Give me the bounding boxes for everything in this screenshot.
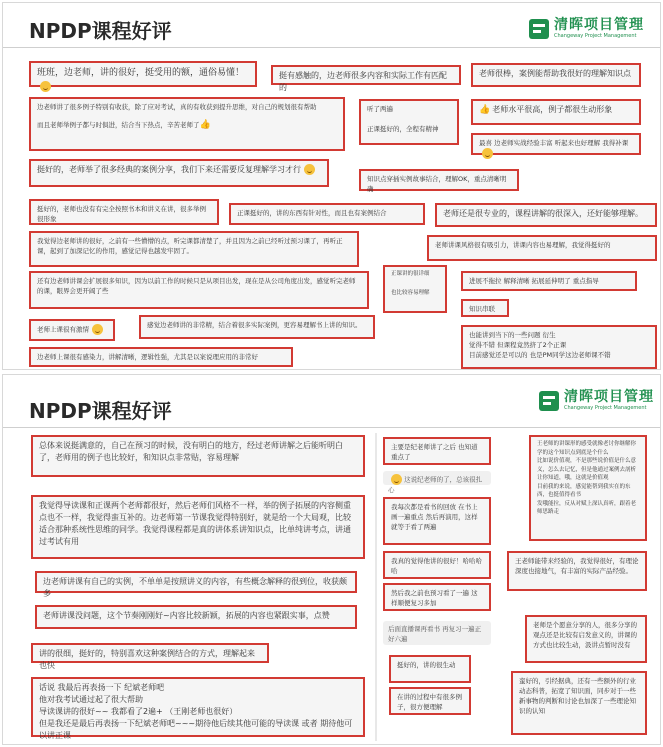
- review-card: 挺好的，老师举了很多经典的案例分享，我们下来还需要反复理解学习才行: [29, 159, 329, 187]
- review-card: 👍 老师水平很高，例子都很生动形象: [471, 99, 641, 125]
- review-card: 听了两遍 正课挺好的，全程有精神: [359, 99, 459, 145]
- review-card: 老师上课很有激情: [29, 319, 115, 341]
- smile-emoji-icon: [391, 474, 402, 485]
- review-card: 还有边老师讲课会扩展很多知识，因为以前工作的时候只是从项目出发，现在是从公司角度出发，感觉听完老师的课，眼界会更开阔了些: [29, 271, 369, 309]
- brand-tagline: Changeway Project Management: [564, 405, 647, 411]
- review-card: 王老师的讲课形的感受就像老讨你继解你学的这个知识点到底是个什么 比如说价值观，不是那些说价值是什么意义，怎么去记忆，但是他通过案例去剖析让你知道，哦，这就是价值观 目前我的来说，感觉能帮到我实在的东西，也挺值得看书 发哦能拉，反从对赋上深认真听，跟着老师思路走: [529, 435, 647, 541]
- review-card: 挺好的，讲的很生动: [389, 655, 471, 683]
- thumbs-up-icon: 👍: [199, 120, 211, 130]
- brand-logo: [539, 389, 654, 412]
- review-card: 蛮好的，引经据典，还有一些额外的行业动态科普，拓宽了知识面，同步对于一些新事物的判断和讨论也加深了一些理论知识的认知: [511, 671, 647, 735]
- review-card: 我觉得导读课和正课两个老师都很好，然后老师们风格不一样，举的例子拓展的内容侧重点也不一样，我觉得蛮互补的。边老师第一节课我觉得特别好，就是给一个大局观，比较适合那种系统性思维的同学。我觉得课程都是真的讲体系讲知识点，比单纯讲考点，讲通过考试有用: [31, 495, 365, 559]
- review-card: 正课挺好的，讲的东西有针对性，而且也有案例结合: [229, 203, 425, 225]
- brand-tagline: Changeway Project Management: [554, 33, 637, 39]
- review-card: 最喜 边老师实战经验丰富 听起来也好理解 我得补课: [471, 133, 641, 155]
- review-card: 老师还是很专业的，课程讲解的很深入，还好能够理解。: [435, 203, 657, 227]
- laugh-emoji-icon: [304, 164, 315, 175]
- thumbs-up-icon: 👍: [479, 105, 491, 115]
- review-card: 老师是个愿意分享的人，很多分享的观点还是比较有启发意义的，讲课的方式也比较生动，汲讲点暂时没有: [525, 615, 647, 663]
- panel-title: NPDP课程好评: [29, 19, 172, 43]
- changeway-logo-icon: [539, 391, 559, 411]
- review-card: 挺好的，老师也没有有完全按照书本和讲义在讲，很多举例很形象: [29, 199, 219, 225]
- review-card: 我觉得边老师讲的很好，之前有一些懵懵的点，听完课都清楚了，并且因为之前已经听过预习课了，再听正课，起到了加深记忆的作用，感觉记得也越发牢固了。: [29, 231, 359, 267]
- review-card: 老师讲课没问题，这个节奏刚刚好~内容比较新颖，拓展的内容也紧跟实事，点赞: [35, 605, 357, 629]
- review-card: 边老师讲课有自己的实例，不单单是按照讲义的内容，有些概念解释的很到位，收获颇多: [35, 571, 357, 593]
- panel-title: NPDP课程好评: [29, 399, 172, 423]
- review-card: 然后我之前也预习看了一遍 这样顺便复习多加: [383, 583, 491, 611]
- chat-divider: [375, 433, 377, 741]
- review-panel-2: [2, 374, 661, 745]
- review-panel-1: [2, 2, 661, 370]
- brand-name: 清晖项目管理: [554, 17, 644, 33]
- review-card: 挺有感触的，边老师很多内容和实际工作有匹配的: [271, 65, 461, 85]
- review-card: 边老师讲了很多例子特别有收获，除了应对考试，真的有收获到提升思维，对自己的规划很有帮助 而且老师举例子都与时俱进，结合当下热点，辛苦老师了👍: [29, 97, 345, 151]
- review-card: 进展不拖拉 解释清晰 拓展延伸明了 重点指导: [461, 271, 637, 291]
- review-card: 也能讲到当下的一些问题 衍生 觉得不错 但课程竟然挤了2个正课 目前感觉还是可以的 也是PM同学这边老师课不错: [461, 325, 657, 369]
- review-card: 知识点穿插实例故事结合，理解OK，重点清晰明确: [359, 169, 519, 191]
- review-card: 主要是纪老师讲了之后 也知道重点了: [383, 437, 491, 465]
- review-card: 我真的觉得他讲的很好！哈哈哈哈: [383, 551, 491, 579]
- changeway-logo-icon: [529, 19, 549, 39]
- review-card: 边老师上课很有感染力，讲解清晰，逻辑性强，尤其是以案说理应用的非常好: [29, 347, 293, 367]
- review-card: 我每次都是看书的回放 在书上画一遍重点 然后再演用，这样就等于看了两遍: [383, 497, 491, 545]
- smile-emoji-icon: [92, 324, 103, 335]
- smile-emoji-icon: [482, 148, 493, 159]
- review-card: 话说 我最后再表扬一下 纪斌老师吧 他对我考试通过起了很大帮助 导读课讲的很好~~ 我都看了2遍+ （王刚老师也很好） 但是我还是最后再表扬一下纪斌老师吧~~~期待他后续其他可能的导读课 或者 期待他可以讲正课: [31, 677, 365, 737]
- review-card: 在讲的过程中有很多例子，很方便理解: [389, 687, 471, 715]
- chat-bubble: 这说纪老师的了，总该很扎心: [383, 471, 491, 485]
- brand-logo: [529, 17, 644, 40]
- smile-emoji-icon: [40, 81, 51, 92]
- review-card: 讲的很细，挺好的，特别喜欢这种案例结合的方式，理解起来也快: [31, 643, 269, 663]
- review-card: 总体来说挺满意的，自己在预习的时候，没有明白的地方，经过老师讲解之后能听明白了，老师用的例子也比较好，和知识点非常贴，容易理解: [31, 435, 365, 477]
- brand-name: 清晖项目管理: [564, 389, 654, 405]
- chat-bubble: 后面直播课再看书 再复习一遍正好六遍: [383, 621, 491, 645]
- review-card: 班班，边老师，讲的很好，挺受用的额，通俗易懂！: [29, 61, 257, 87]
- review-card: 王老师能带来经验的，我觉得很好，有理论深度也接地气，有丰富的实际产品经验。: [507, 551, 647, 591]
- review-card: 正课讲的很详细 也比较容易理解: [383, 265, 447, 313]
- review-card: 老师很棒，案例能帮助我很好的理解知识点: [471, 63, 641, 87]
- review-card: 老师讲课风格很有吸引力，讲课内容也易理解，我觉得挺好的: [427, 235, 657, 261]
- review-card: 感觉边老师讲的非常精，结合着很多实际案例，更容易理解书上讲的知识。: [139, 315, 375, 339]
- review-card: 知识串联: [461, 299, 509, 317]
- header-divider: [3, 427, 660, 428]
- header-divider: [3, 47, 660, 48]
